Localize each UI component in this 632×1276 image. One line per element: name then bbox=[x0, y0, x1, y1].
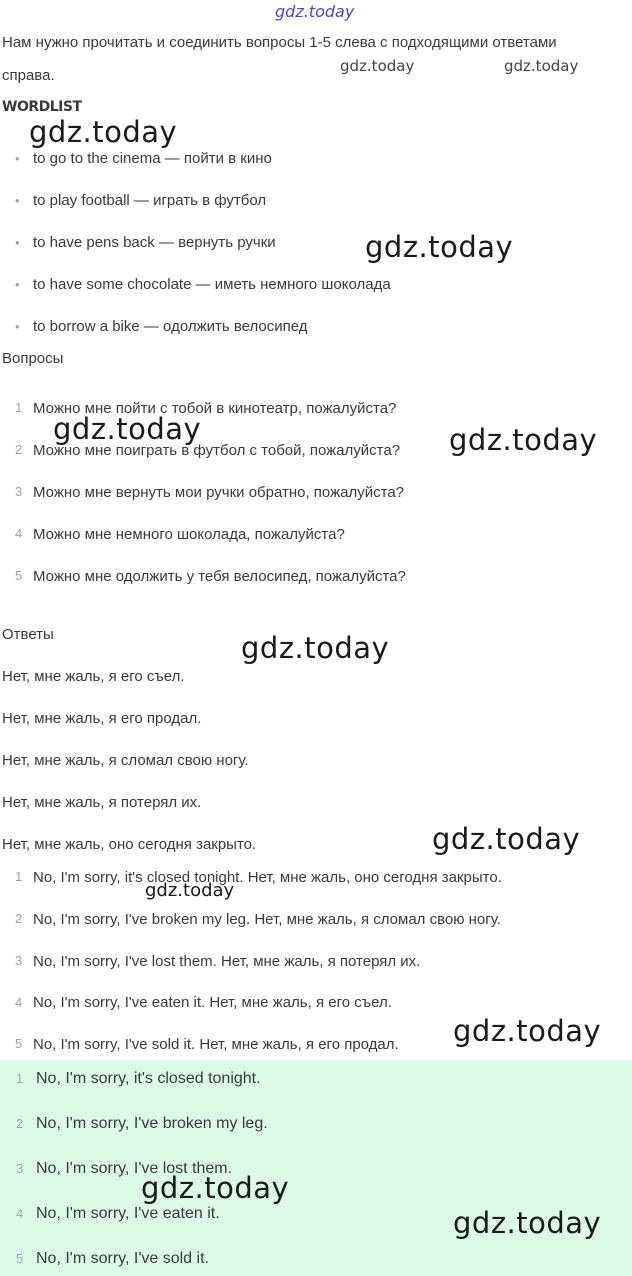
final-answer-number: 3 bbox=[16, 1161, 24, 1176]
final-answer-number: 1 bbox=[16, 1071, 24, 1086]
final-answer-text: No, I'm sorry, I've broken my leg. bbox=[36, 1115, 268, 1132]
question-text: Можно мне немного шоколада, пожалуйста? bbox=[33, 526, 345, 543]
watermark: gdz.today bbox=[145, 880, 235, 901]
question-text: Можно мне вернуть мои ручки обратно, пожалуйста? bbox=[33, 484, 405, 501]
question-text: Можно мне пойти с тобой в кинотеатр, пожалуйста? bbox=[33, 400, 397, 417]
top-watermark: gdz.today bbox=[275, 2, 355, 21]
answer-item: Нет, мне жаль, я его съел. bbox=[2, 668, 185, 685]
watermark: gdz.today bbox=[141, 1171, 290, 1205]
question-number: 3 bbox=[15, 484, 23, 499]
watermark: gdz.today bbox=[241, 631, 390, 665]
wordlist-item: to borrow a bike — одолжить велосипед bbox=[33, 318, 308, 335]
watermark: gdz.today bbox=[365, 230, 514, 264]
question-text: Можно мне поиграть в футбол с тобой, пожалуйста? bbox=[33, 442, 401, 459]
wordlist-item: to play football — играть в футбол bbox=[33, 192, 267, 209]
matched-text: No, I'm sorry, I've broken my leg. Нет, мне жаль, я сломал свою ногу. bbox=[33, 911, 501, 928]
matched-text: No, I'm sorry, it's closed tonight. Нет, мне жаль, оно сегодня закрыто. bbox=[33, 869, 502, 886]
matched-text: No, I'm sorry, I've sold it. Нет, мне жаль, я его продал. bbox=[33, 1036, 399, 1053]
wordlist-item: to go to the cinema — пойти в кино bbox=[33, 150, 272, 167]
matched-text: No, I'm sorry, I've eaten it. Нет, мне жаль, я его съел. bbox=[33, 994, 392, 1011]
question-number: 2 bbox=[15, 442, 23, 457]
final-answer-text: No, I'm sorry, I've eaten it. bbox=[36, 1205, 220, 1222]
bullet: • bbox=[15, 319, 20, 334]
answer-item: Нет, мне жаль, я его продал. bbox=[2, 710, 202, 727]
watermark: gdz.today bbox=[504, 57, 579, 75]
watermark: gdz.today bbox=[29, 115, 178, 149]
final-answer-number: 4 bbox=[16, 1206, 24, 1221]
matched-text: No, I'm sorry, I've lost them. Нет, мне жаль, я потерял их. bbox=[33, 953, 421, 970]
bullet: • bbox=[15, 235, 20, 250]
wordlist-title: WORDLIST bbox=[2, 99, 82, 115]
bullet: • bbox=[15, 193, 20, 208]
watermark: gdz.today bbox=[449, 423, 598, 457]
questions-title: Вопросы bbox=[2, 350, 64, 367]
wordlist-item: to have pens back — вернуть ручки bbox=[33, 234, 276, 251]
watermark: gdz.today bbox=[53, 412, 202, 446]
answer-item: Нет, мне жаль, я потерял их. bbox=[2, 794, 202, 811]
watermark: gdz.today bbox=[453, 1014, 602, 1048]
intro-line-1: Нам нужно прочитать и соединить вопросы 1-5 слева с подходящими ответами bbox=[2, 34, 557, 51]
question-text: Можно мне одолжить у тебя велосипед, пожалуйста? bbox=[33, 568, 406, 585]
answers-title: Ответы bbox=[2, 626, 54, 643]
watermark: gdz.today bbox=[453, 1206, 602, 1240]
matched-number: 2 bbox=[15, 911, 23, 926]
matched-number: 3 bbox=[15, 953, 23, 968]
final-answer-text: No, I'm sorry, I've sold it. bbox=[36, 1250, 209, 1267]
answer-item: Нет, мне жаль, я сломал свою ногу. bbox=[2, 752, 249, 769]
watermark: gdz.today bbox=[340, 57, 415, 75]
bullet: • bbox=[15, 151, 20, 166]
wordlist-item: to have some chocolate — иметь немного шоколада bbox=[33, 276, 391, 293]
final-answer-number: 2 bbox=[16, 1116, 24, 1131]
final-answer-number: 5 bbox=[16, 1251, 24, 1266]
question-number: 5 bbox=[15, 568, 23, 583]
bullet: • bbox=[15, 277, 20, 292]
question-number: 4 bbox=[15, 526, 23, 541]
final-answer-text: No, I'm sorry, I've lost them. bbox=[36, 1160, 233, 1177]
answer-item: Нет, мне жаль, оно сегодня закрыто. bbox=[2, 836, 257, 853]
watermark: gdz.today bbox=[432, 822, 581, 856]
matched-number: 4 bbox=[15, 995, 23, 1010]
question-number: 1 bbox=[15, 400, 23, 415]
final-answer-text: No, I'm sorry, it's closed tonight. bbox=[36, 1070, 261, 1087]
matched-number: 1 bbox=[15, 869, 23, 884]
matched-number: 5 bbox=[15, 1036, 23, 1051]
intro-line-2: справа. bbox=[2, 67, 55, 84]
